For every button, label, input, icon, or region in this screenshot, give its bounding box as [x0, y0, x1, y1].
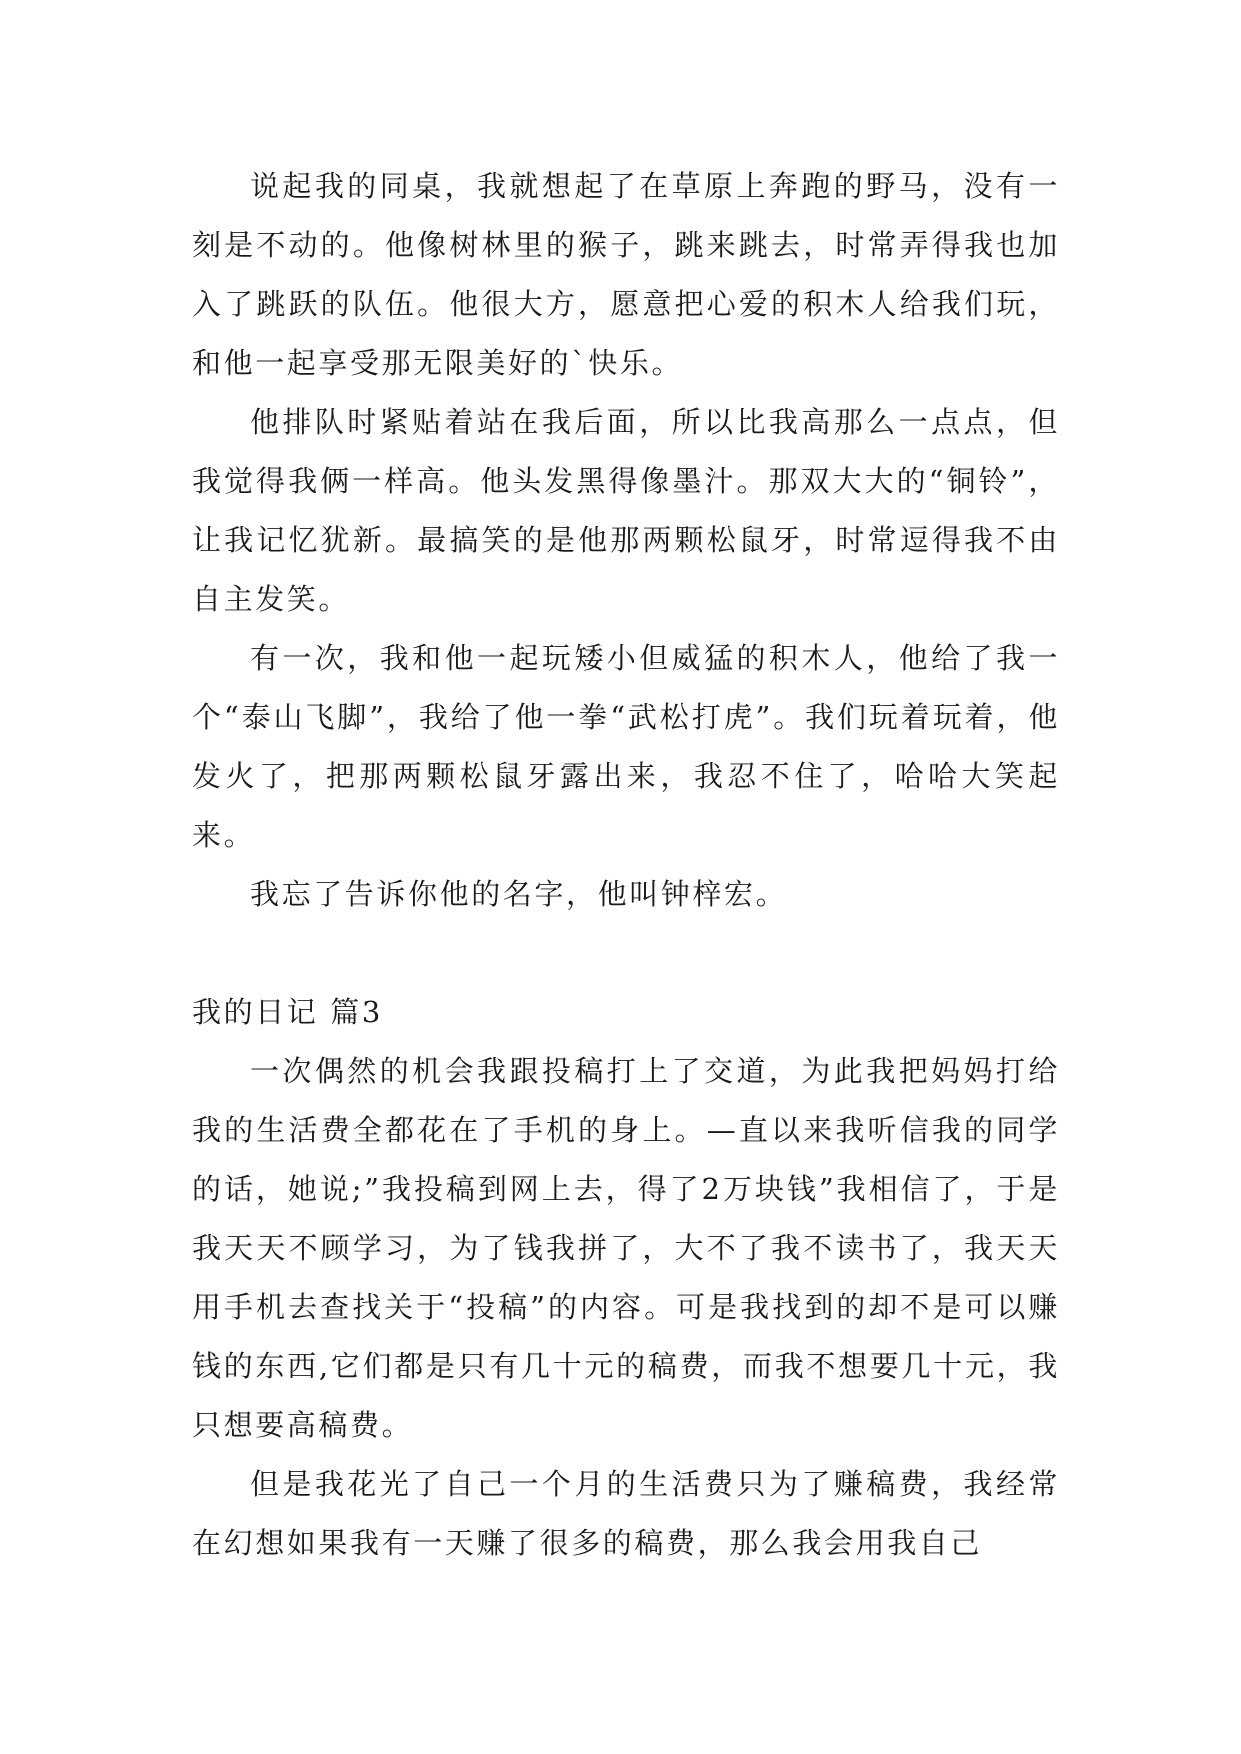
- paragraph: 但是我花光了自己一个月的生活费只为了赚稿费，我经常在幻想如果我有一天赚了很多的稿费，那么我会用我自己: [192, 1467, 1060, 1560]
- paragraph: 一次偶然的机会我跟投稿打上了交道，为此我把妈妈打给我的生活费全都花在了手机的身上。—直以来我听信我的同学的话，她说;”我投稿到网上去，得了2万块钱”我相信了，于是我天天不顾学习，为了钱我拼了，大不了我不读书了，我天天用手机去查找关于“投稿”的内容。可是我找到的却不是可以赚钱的东西,它们都是只有几十元的稿费，而我不想要几十元，我只想要高稿费。: [192, 1054, 1060, 1442]
- section-heading: 我的日记 篇3: [192, 995, 383, 1029]
- paragraph: 有一次，我和他一起玩矮小但威猛的积木人，他给了我一个“泰山飞脚”，我给了他一拳“武松打虎”。我们玩着玩着，他发火了，把那两颗松鼠牙露出来，我忍不住了，哈哈大笑起来。: [192, 641, 1060, 852]
- paragraph: 我忘了告诉你他的名字，他叫钟梓宏。: [250, 877, 788, 911]
- section-spacer: [192, 924, 1060, 983]
- paragraph: 说起我的同桌，我就想起了在草原上奔跑的野马，没有一刻是不动的。他像树林里的猴子，跳来跳去，时常弄得我也加入了跳跃的队伍。他很大方，愿意把心爱的积木人给我们玩，和他一起享受那无限美好的`快乐。: [192, 169, 1060, 380]
- paragraph: 他排队时紧贴着站在我后面，所以比我高那么一点点，但我觉得我俩一样高。他头发黑得像墨汁。那双大大的“铜铃”，让我记忆犹新。最搞笑的是他那两颗松鼠牙，时常逗得我不由自主发笑。: [192, 405, 1060, 616]
- document-body: [192, 157, 1060, 1573]
